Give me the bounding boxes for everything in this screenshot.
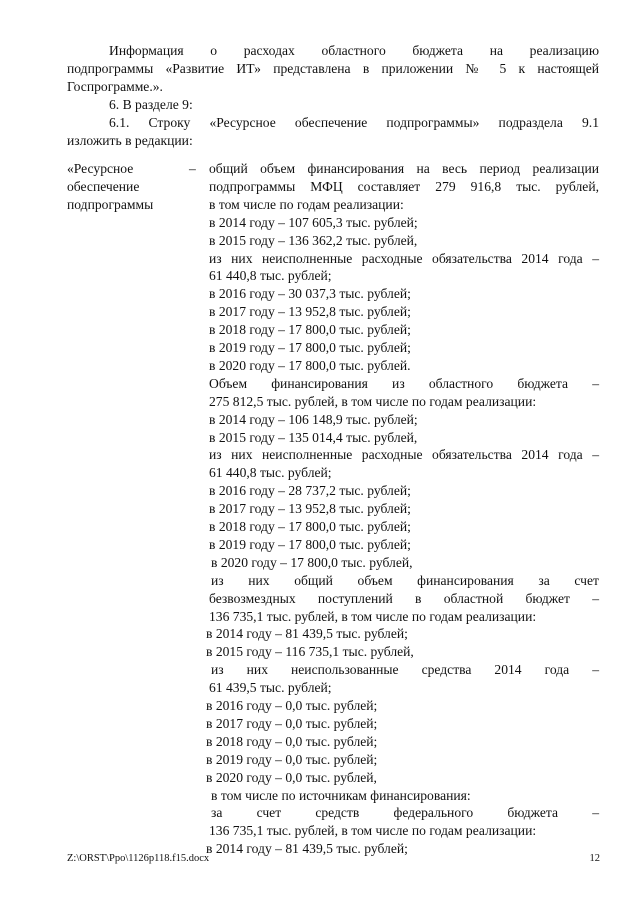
row-label-line-2: обеспечение	[67, 179, 140, 194]
content-line: в 2017 году – 13 952,8 тыс. рублей;	[209, 501, 411, 517]
content-line: в 2014 году – 106 148,9 тыс. рублей;	[209, 411, 418, 427]
content-line: в 2016 году – 28 737,2 тыс. рублей;	[209, 483, 411, 499]
content-line: в 2019 году – 17 800,0 тыс. рублей;	[209, 536, 411, 552]
item-line-2: изложить в редакции:	[67, 133, 193, 148]
content-line: в 2019 году – 17 800,0 тыс. рублей;	[209, 340, 411, 355]
content-line: 61 440,8 тыс. рублей;	[209, 268, 332, 284]
item-line-1: 6.1. Строку «Ресурсное обеспечение подпрограммы» подраздела 9.1	[109, 115, 599, 130]
content-line: в 2018 году – 17 800,0 тыс. рублей;	[209, 322, 411, 338]
content-line: в 2014 году – 81 439,5 тыс. рублей;	[206, 841, 408, 857]
content-line: Объем финансирования из областного бюджета –	[209, 375, 599, 391]
content-line: безвозмездных поступлений в областной бюджет –	[209, 590, 599, 606]
content-line: в 2015 году – 116 735,1 тыс. рублей,	[206, 644, 414, 660]
intro-line-2: подпрограммы «Развитие ИТ» представлена в приложении № 5 к настоящей	[67, 61, 599, 76]
intro-line-1: Информация о расходах областного бюджета на реализацию	[109, 43, 599, 58]
content-line: в 2018 году – 17 800,0 тыс. рублей;	[209, 519, 411, 534]
content-line: в 2020 году – 0,0 тыс. рублей,	[206, 769, 377, 785]
row-label-line-3: подпрограммы	[67, 197, 154, 212]
content-line: общий объем финансирования на весь период реализации	[209, 161, 599, 176]
content-line: в 2017 году – 13 952,8 тыс. рублей;	[209, 304, 411, 320]
content-line: в 2014 году – 81 439,5 тыс. рублей;	[206, 626, 408, 642]
content-line: в 2019 году – 0,0 тыс. рублей;	[206, 751, 378, 767]
content-line: из них неисполненные расходные обязательства 2014 года –	[209, 250, 599, 266]
content-line: в 2014 году – 107 605,3 тыс. рублей;	[209, 214, 418, 230]
content-line: в 2020 году – 17 800,0 тыс. рублей.	[209, 357, 411, 373]
content-line: в 2020 году – 17 800,0 тыс. рублей,	[211, 554, 413, 570]
content-line: в том числе по источникам финансирования:	[211, 787, 471, 803]
content-line: из них неисполненные расходные обязательства 2014 года –	[209, 447, 599, 463]
content-line: в 2018 году – 0,0 тыс. рублей;	[206, 733, 378, 749]
content-line: 136 735,1 тыс. рублей, в том числе по годам реализации:	[209, 823, 537, 839]
content-line: в том числе по годам реализации:	[209, 196, 404, 212]
footer-page-number: 12	[589, 853, 600, 864]
content-line: в 2015 году – 135 014,4 тыс. рублей,	[209, 429, 418, 445]
content-line: 61 440,8 тыс. рублей;	[209, 465, 332, 481]
content-line: из них неиспользованные средства 2014 года –	[211, 662, 599, 678]
content-line: в 2016 году – 30 037,3 тыс. рублей;	[209, 286, 411, 302]
content-line: из них общий объем финансирования за счет	[211, 572, 599, 588]
content-line: 275 812,5 тыс. рублей, в том числе по годам реализации:	[209, 393, 537, 409]
content-line: 136 735,1 тыс. рублей, в том числе по годам реализации:	[209, 608, 537, 624]
content-line: за счет средств федерального бюджета –	[211, 805, 599, 821]
content-line: подпрограммы МФЦ составляет 279 916,8 тыс. рублей,	[209, 178, 599, 194]
content-line: в 2015 году – 136 362,2 тыс. рублей,	[209, 232, 418, 248]
section-heading: 6. В разделе 9:	[109, 97, 193, 112]
intro-line-3: Госпрограмме.».	[67, 79, 163, 94]
row-label-dash: –	[189, 161, 196, 176]
content-line: в 2016 году – 0,0 тыс. рублей;	[206, 698, 378, 713]
row-label-line-1: «Ресурсное	[67, 161, 134, 176]
content-line: 61 439,5 тыс. рублей;	[209, 680, 332, 696]
content-line: в 2017 году – 0,0 тыс. рублей;	[206, 715, 378, 731]
footer-file-path: Z:\ORST\Ppo\1126p118.f15.docx	[67, 853, 210, 864]
